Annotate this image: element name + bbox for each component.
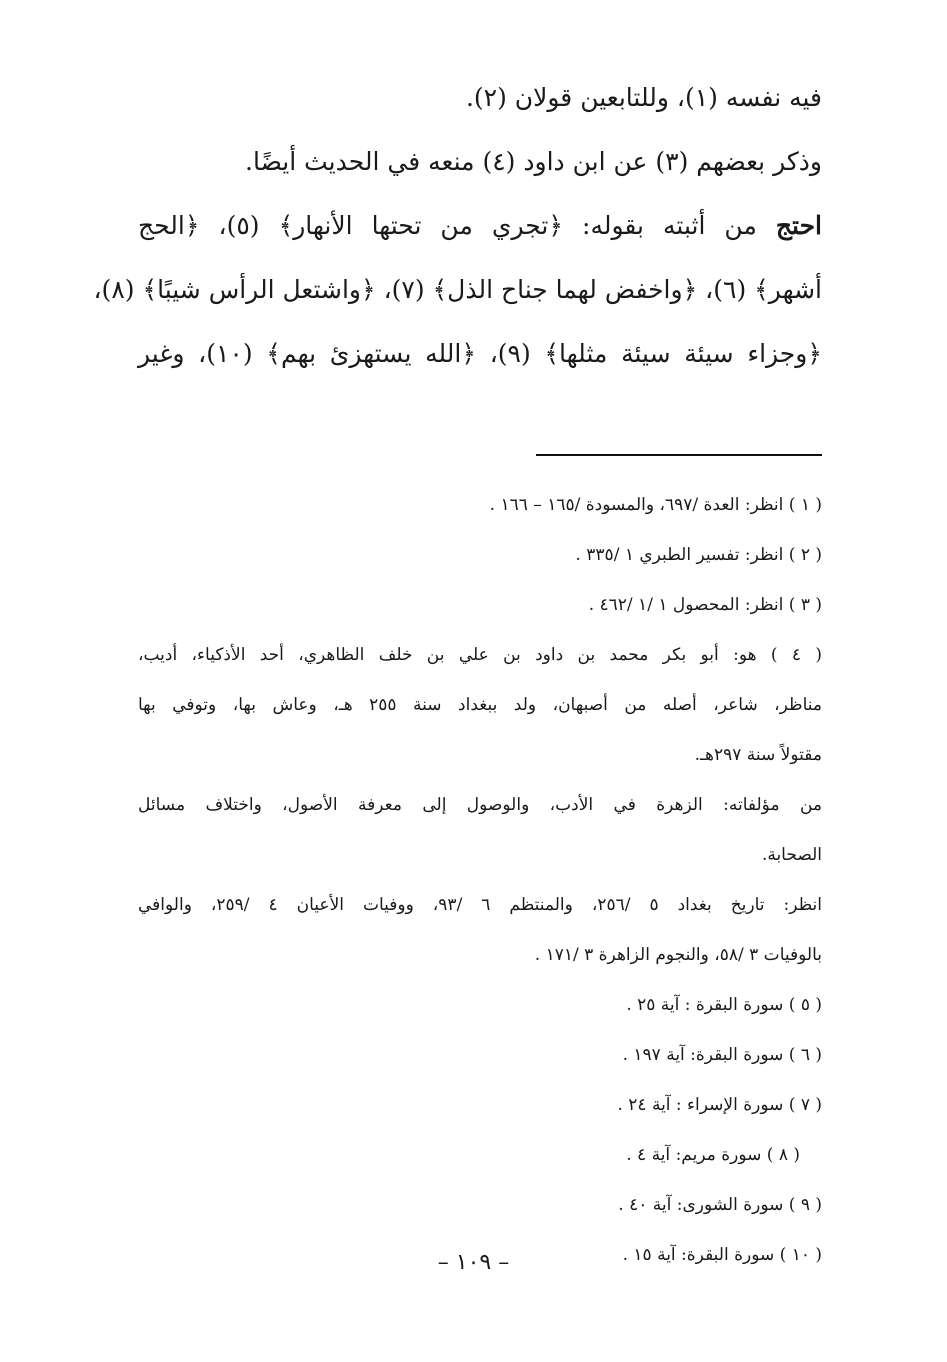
footnote-6: ( ٦ ) سورة البقرة: آية ١٩٧ . bbox=[622, 1045, 822, 1065]
footnote-4-line-1: ( ٤ ) هو: أبو بكر محمد بن داود بن علي بن خلف الظاهري، أحد الأذكياء، أديب، bbox=[138, 645, 822, 665]
body-line-1: فيه نفسه (١)، وللتابعين قولان (٢). bbox=[465, 83, 822, 112]
body-line-4: أشهر﴾ (٦)، ﴿واخفض لهما جناح الذل﴾ (٧)، ﴿واشتعل الرأس شيبًا﴾ (٨)، bbox=[93, 275, 822, 304]
footnote-1: ( ١ ) انظر: العدة /٦٩٧، والمسودة /١٦٥ – ١٦٦ . bbox=[489, 495, 822, 515]
footnote-2: ( ٢ ) انظر: تفسير الطبري ١ /٣٣٥ . bbox=[575, 545, 822, 565]
footnote-4-works-line-2: الصحابة. bbox=[761, 845, 822, 865]
body-line-3 bbox=[138, 194, 822, 258]
footnote-4-refs-line-1: انظر: تاريخ بغداد ٥ /٢٥٦، والمنتظم ٦ /٩٣، ووفيات الأعيان ٤ /٢٥٩، والوافي bbox=[138, 895, 823, 915]
body-line-5: ﴿وجزاء سيئة سيئة مثلها﴾ (٩)، ﴿الله يستهزئ بهم﴾ (١٠)، وغير bbox=[138, 339, 822, 368]
body-line-3-bold-word: احتج bbox=[775, 211, 822, 240]
page-number: – ١٠٩ – bbox=[437, 1250, 510, 1275]
footnote-10: ( ١٠ ) سورة البقرة: آية ١٥ . bbox=[622, 1245, 822, 1265]
body-line-3-rest: من أثبته بقوله: ﴿تجري من تحتها الأنهار﴾ (٥)، ﴿الحج bbox=[138, 211, 776, 240]
footnote-3: ( ٣ ) انظر: المحصول ١ /١ /٤٦٢ . bbox=[588, 595, 822, 615]
footnote-4-line-2: مناظر، شاعر، أصله من أصبهان، ولد ببغداد سنة ٢٥٥ هـ، وعاش بها، وتوفي بها bbox=[138, 695, 822, 715]
footnote-5: ( ٥ ) سورة البقرة : آية ٢٥ . bbox=[626, 995, 822, 1015]
footnote-divider bbox=[536, 454, 822, 456]
footnote-7: ( ٧ ) سورة الإسراء : آية ٢٤ . bbox=[617, 1095, 822, 1115]
footnote-8: ( ٨ ) سورة مريم: آية ٤ . bbox=[626, 1145, 800, 1165]
footnote-4-works-line-1: من مؤلفاته: الزهرة في الأدب، والوصول إلى معرفة الأصول، واختلاف مسائل bbox=[138, 795, 822, 815]
footnote-4-refs-line-2: بالوفيات ٣ /٥٨، والنجوم الزاهرة ٣ /١٧١ . bbox=[534, 945, 822, 965]
body-line-2: وذكر بعضهم (٣) عن ابن داود (٤) منعه في الحديث أيضًا. bbox=[245, 147, 822, 176]
footnotes bbox=[138, 480, 822, 1280]
footnote-9: ( ٩ ) سورة الشورى: آية ٤٠ . bbox=[618, 1195, 822, 1215]
footnote-4-line-3: مقتولاً سنة ٢٩٧هـ. bbox=[694, 745, 822, 765]
